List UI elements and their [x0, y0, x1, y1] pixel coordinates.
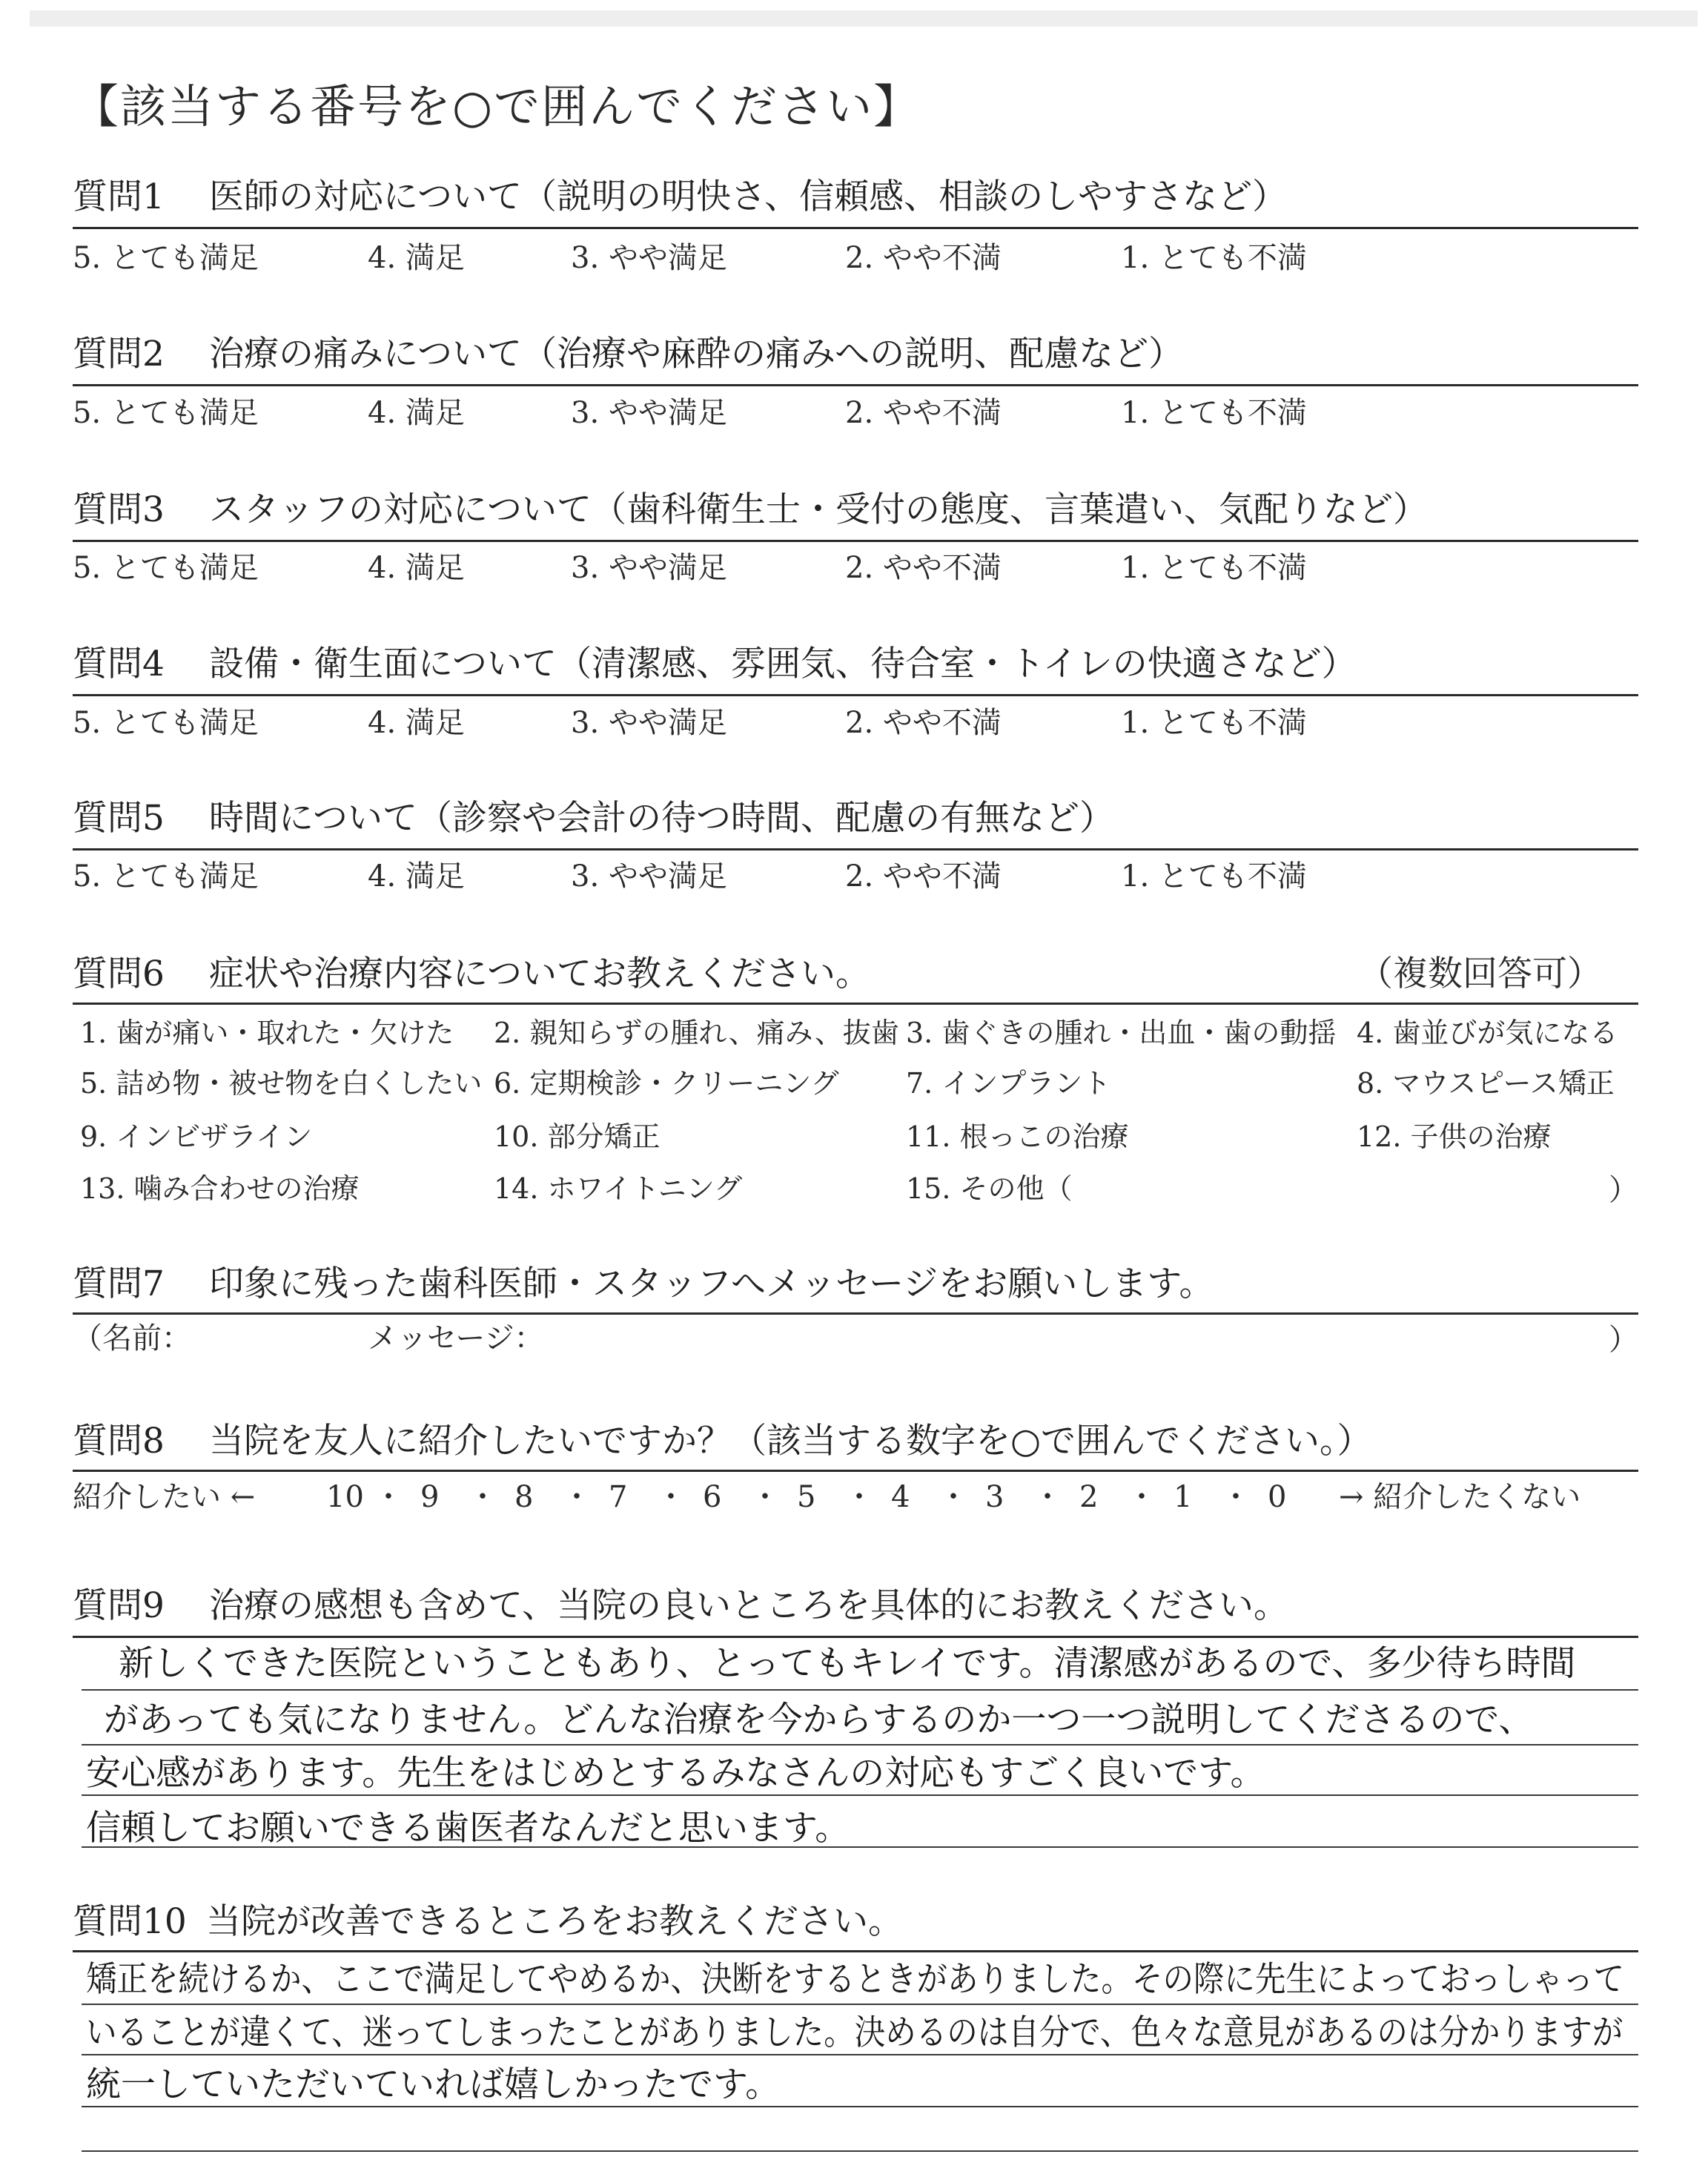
question-1-rule [73, 227, 1638, 229]
question-3-number: 質問3 [73, 489, 165, 530]
question-4-heading [73, 642, 1357, 687]
q8-scale-separator: ・ [468, 1480, 497, 1514]
question-4-text: 設備・衛生面について（清潔感、雰囲気、待合室・トイレの快適さなど） [209, 644, 1357, 684]
q3-option-1[interactable]: 1. とても不満 [1121, 551, 1307, 585]
question-6-note: （複数回答可） [1358, 954, 1602, 994]
q6-item-6[interactable]: 6. 定期検診・クリーニング [494, 1067, 839, 1100]
q6-item-1[interactable]: 1. 歯が痛い・取れた・欠けた [80, 1017, 454, 1049]
question-5-number: 質問5 [73, 798, 165, 839]
q3-option-5[interactable]: 5. とても満足 [73, 551, 259, 585]
q7-name-label[interactable]: （名前： [73, 1321, 191, 1355]
question-6-number: 質問6 [73, 954, 165, 994]
q8-scale-value[interactable]: 2 [1079, 1480, 1099, 1514]
q6-item-15[interactable]: 15. その他（ [906, 1172, 1073, 1205]
q2-option-2[interactable]: 2. やや不満 [845, 396, 1002, 430]
q4-option-1[interactable]: 1. とても不満 [1121, 706, 1307, 740]
question-8-number: 質問8 [73, 1421, 165, 1462]
q8-left-label: 紹介したい ← [73, 1480, 256, 1514]
q6-item-12[interactable]: 12. 子供の治療 [1357, 1120, 1552, 1153]
question-8-heading [73, 1419, 1372, 1464]
q5-option-2[interactable]: 2. やや不満 [845, 859, 1002, 894]
q8-scale-separator: ・ [1033, 1480, 1062, 1514]
q8-right-label: → 紹介したくない [1339, 1480, 1581, 1514]
q8-scale-value[interactable]: 3 [985, 1480, 1004, 1514]
question-6-text: 症状や治療内容についてお教えください。 [209, 954, 871, 994]
q9-answer-line-3: 安心感があります。先生をはじめとするみなさんの対応もすごく良いです。 [86, 1753, 1265, 1794]
q5-option-4[interactable]: 4. 満足 [368, 859, 465, 894]
question-9-heading [73, 1584, 1288, 1628]
q3-option-4[interactable]: 4. 満足 [368, 551, 465, 585]
q9-answer-rule-2 [82, 1744, 1638, 1745]
q2-option-1[interactable]: 1. とても不満 [1121, 396, 1307, 430]
question-9-text: 治療の感想も含めて、当院の良いところを具体的にお教えください。 [209, 1585, 1289, 1626]
q8-scale-value[interactable]: 4 [891, 1480, 910, 1514]
question-3-rule [73, 540, 1638, 542]
q8-scale-value[interactable]: 7 [609, 1480, 628, 1514]
question-3-text: スタッフの対応について（歯科衛生士・受付の態度、言葉遣い、気配りなど） [209, 489, 1429, 530]
question-8-rule [73, 1470, 1638, 1472]
question-7-number: 質問7 [73, 1264, 165, 1304]
q8-scale-value[interactable]: 10 [326, 1480, 364, 1514]
question-2-heading [73, 332, 1183, 377]
page-title: 【該当する番号を○で囲んでください】 [73, 79, 921, 133]
q5-option-5[interactable]: 5. とても満足 [73, 859, 259, 894]
question-2-number: 質問2 [73, 334, 165, 374]
question-9-number: 質問9 [73, 1585, 165, 1626]
q10-answer-rule-2 [82, 2054, 1638, 2055]
q8-scale-value[interactable]: 0 [1268, 1480, 1287, 1514]
q10-answer-rule-1 [82, 2004, 1638, 2005]
question-1-number: 質問1 [73, 176, 165, 217]
question-2-rule [73, 384, 1638, 386]
q8-scale-separator: ・ [844, 1480, 874, 1514]
question-3-heading [73, 488, 1428, 532]
q8-scale-value[interactable]: 8 [514, 1480, 534, 1514]
q10-answer-rule-3 [82, 2106, 1638, 2107]
q2-option-3[interactable]: 3. やや満足 [571, 396, 727, 430]
question-5-rule [73, 848, 1638, 851]
q6-item-7[interactable]: 7. インプラント [906, 1067, 1111, 1100]
q9-answer-rule-3 [82, 1794, 1638, 1796]
q6-item-2[interactable]: 2. 親知らずの腫れ、痛み、抜歯 [494, 1017, 899, 1049]
question-7-text: 印象に残った歯科医師・スタッフへメッセージをお願いします。 [209, 1264, 1214, 1304]
q6-item-4[interactable]: 4. 歯並びが気になる [1357, 1017, 1618, 1049]
question-6-rule [73, 1003, 1638, 1005]
q6-item-3[interactable]: 3. 歯ぐきの腫れ・出血・歯の動揺 [906, 1017, 1337, 1049]
q10-answer-line-2: いることが違くて、迷ってしまったことがありました。決めるのは自分で、色々な意見があるのは分かりますが [86, 2012, 1623, 2053]
q9-answer-line-2: があっても気になりません。どんな治療を今からするのか一つ一つ説明してくださるので、 [104, 1700, 1534, 1740]
q1-option-5[interactable]: 5. とても満足 [73, 241, 259, 275]
question-10-heading [73, 1900, 903, 1944]
q8-scale-separator: ・ [374, 1480, 403, 1514]
q8-scale-separator: ・ [1221, 1480, 1251, 1514]
q8-scale-value[interactable]: 9 [420, 1480, 440, 1514]
q6-item-14[interactable]: 14. ホワイトニング [494, 1172, 743, 1205]
q10-answer-rule-4 [82, 2150, 1638, 2152]
q8-scale-value[interactable]: 1 [1174, 1480, 1193, 1514]
q9-answer-rule-4 [82, 1846, 1638, 1848]
q8-scale-value[interactable]: 5 [797, 1480, 816, 1514]
q1-option-3[interactable]: 3. やや満足 [571, 241, 727, 275]
q6-item-8[interactable]: 8. マウスピース矯正 [1357, 1067, 1615, 1100]
question-9-rule [73, 1636, 1638, 1638]
q3-option-2[interactable]: 2. やや不満 [845, 551, 1002, 585]
q7-message-label[interactable]: メッセージ： [368, 1321, 544, 1355]
question-6-heading [73, 952, 870, 997]
question-4-rule [73, 694, 1638, 696]
q9-answer-line-4: 信頼してお願いできる歯医者なんだと思います。 [86, 1808, 850, 1849]
q4-option-5[interactable]: 5. とても満足 [73, 706, 259, 740]
question-4-number: 質問4 [73, 644, 165, 684]
q3-option-3[interactable]: 3. やや満足 [571, 551, 727, 585]
q6-item-10[interactable]: 10. 部分矯正 [494, 1120, 661, 1153]
q4-option-2[interactable]: 2. やや不満 [845, 706, 1002, 740]
question-8-text: 当院を友人に紹介したいですか？（該当する数字を○で囲んでください。） [209, 1421, 1372, 1462]
question-10-number: 質問10 [73, 1901, 187, 1942]
q8-scale-separator: ・ [1127, 1480, 1156, 1514]
q7-close-paren: ） [1609, 1323, 1638, 1357]
q8-scale-separator: ・ [562, 1480, 592, 1514]
question-5-heading [73, 796, 1114, 841]
q8-scale-value[interactable]: 6 [703, 1480, 722, 1514]
question-1-text: 医師の対応について（説明の明快さ、信頼感、相談のしやすさなど） [209, 176, 1288, 217]
question-2-text: 治療の痛みについて（治療や麻酔の痛みへの説明、配慮など） [209, 334, 1184, 374]
q6-item-13[interactable]: 13. 噛み合わせの治療 [80, 1172, 360, 1205]
q2-option-4[interactable]: 4. 満足 [368, 396, 465, 430]
question-7-heading [73, 1262, 1214, 1307]
q4-option-3[interactable]: 3. やや満足 [571, 706, 727, 740]
question-7-rule [73, 1312, 1638, 1315]
q8-scale-separator: ・ [939, 1480, 968, 1514]
q6-item-9[interactable]: 9. インビザライン [80, 1120, 313, 1153]
q4-option-4[interactable]: 4. 満足 [368, 706, 465, 740]
question-10-text: 当院が改善できるところをお教えください。 [206, 1901, 903, 1942]
q6-item-5[interactable]: 5. 詰め物・被せ物を白くしたい [80, 1067, 483, 1100]
q6-item-11[interactable]: 11. 根っこの治療 [906, 1120, 1129, 1153]
q8-scale-separator: ・ [656, 1480, 686, 1514]
q1-option-1[interactable]: 1. とても不満 [1121, 241, 1307, 275]
scan-top-band [30, 10, 1698, 27]
question-5-text: 時間について（診察や会計の待つ時間、配慮の有無など） [209, 798, 1115, 839]
q9-answer-line-1: 新しくできた医院ということもあり、とってもキレイです。清潔感があるので、多少待ち時間 [119, 1643, 1576, 1684]
question-10-rule [73, 1950, 1638, 1952]
q5-option-3[interactable]: 3. やや満足 [571, 859, 727, 894]
q2-option-5[interactable]: 5. とても満足 [73, 396, 259, 430]
q1-option-2[interactable]: 2. やや不満 [845, 241, 1002, 275]
q10-answer-line-1: 矯正を続けるか、ここで満足してやめるか、決断をするときがありました。その際に先生によっておっしゃって [86, 1959, 1625, 2000]
q5-option-1[interactable]: 1. とても不満 [1121, 859, 1307, 894]
q10-answer-line-3: 統一していただいていれば嬉しかったです。 [86, 2064, 781, 2105]
q9-answer-rule-1 [82, 1689, 1638, 1691]
q8-scale-separator: ・ [750, 1480, 780, 1514]
q1-option-4[interactable]: 4. 満足 [368, 241, 465, 275]
question-1-heading [73, 175, 1287, 219]
q6-other-close-paren: ） [1609, 1173, 1638, 1207]
